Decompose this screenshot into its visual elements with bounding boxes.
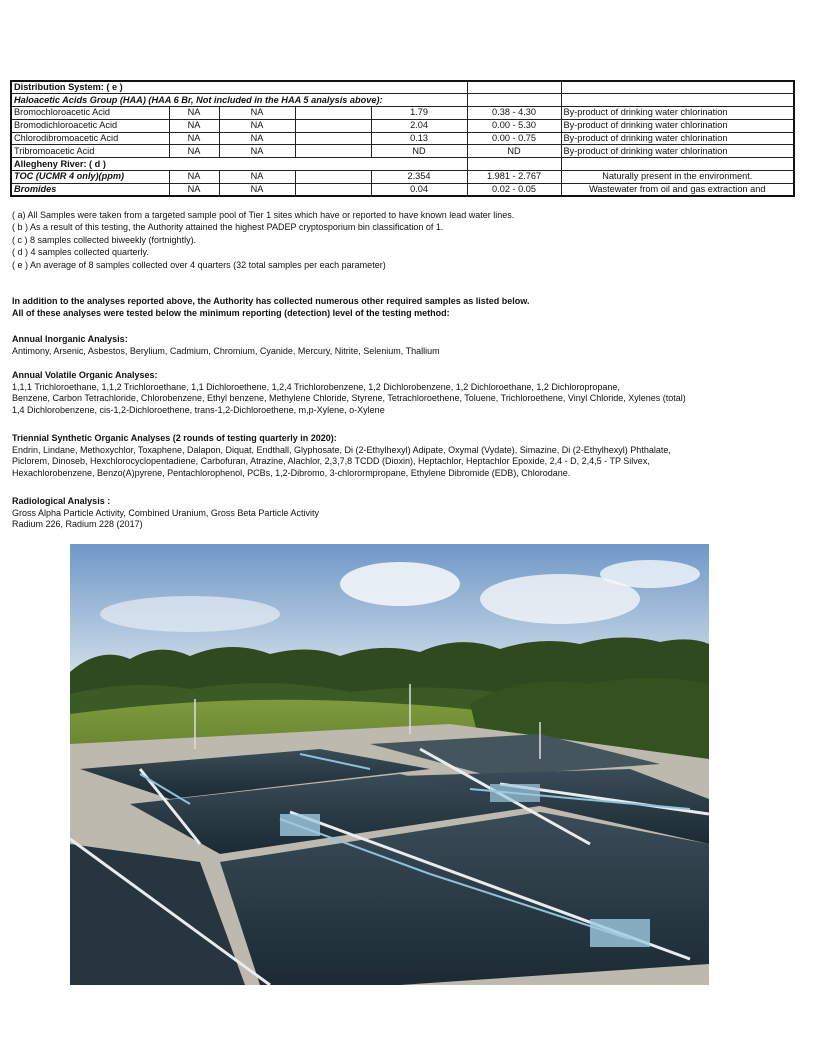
table-cell: NA [219, 183, 295, 196]
table-section-row [11, 158, 794, 171]
table-cell: NA [219, 132, 295, 145]
footnote-e: ( e ) An average of 8 samples collected over 4 quarters (32 total samples per each parameter) [12, 259, 386, 270]
intro-block [12, 296, 802, 319]
table-cell: Bromodichloroacetic Acid [11, 119, 169, 132]
footnote-a: ( a) All Samples were taken from a targeted sample pool of Tier 1 sites which have or reported to have known lead water lines. [12, 210, 515, 220]
section-line: Gross Alpha Particle Activity, Combined Uranium, Gross Beta Particle Activity [12, 507, 319, 518]
table-cell: NA [169, 132, 219, 145]
table-cell: By-product of drinking water chlorination [561, 145, 794, 158]
table-cell: By-product of drinking water chlorination [561, 119, 794, 132]
volatile-organic-section [12, 370, 802, 416]
table-row [11, 171, 794, 184]
table-cell: 0.04 [371, 183, 467, 196]
table-row [11, 183, 794, 196]
footnote-b: ( b ) As a result of this testing, the Authority attained the highest PADEP cryptosporium bin classification of 1. [12, 222, 444, 233]
table-cell [467, 81, 561, 94]
table-cell: Bromides [11, 183, 169, 196]
footnote-c: ( c ) 8 samples collected biweekly (fortnightly). [12, 234, 197, 245]
table-cell [295, 119, 371, 132]
section-line: Benzene, Carbon Tetrachloride, Chlorobenzene, Ethyl benzene, Methylene Chloride, Styrene, Tetrachloroethene, Toluene, Trichloroethene, Vinyl Chloride, Xylenes (total) [12, 393, 686, 404]
table-cell [561, 81, 794, 94]
table-cell: TOC (UCMR 4 only)(ppm) [11, 171, 169, 184]
table-cell [561, 94, 794, 107]
table-cell: NA [169, 107, 219, 120]
table-cell: 1.981 - 2.767 [467, 171, 561, 184]
table-cell: 0.02 - 0.05 [467, 183, 561, 196]
table-cell: NA [169, 183, 219, 196]
intro-line-1: In addition to the analyses reported above, the Authority has collected numerous other required samples as listed below. [12, 296, 530, 306]
table-cell [295, 132, 371, 145]
table-cell: By-product of drinking water chlorination [561, 107, 794, 120]
table-cell: Haloacetic Acids Group (HAA) (HAA 6 Br, Not included in the HAA 5 analysis above): [11, 94, 467, 107]
inorganic-section [12, 334, 802, 357]
table-cell [295, 183, 371, 196]
table-cell [295, 107, 371, 120]
table-cell [561, 158, 794, 171]
table-section-row [11, 94, 794, 107]
footnotes [12, 209, 792, 271]
table-cell: NA [169, 171, 219, 184]
table-row [11, 119, 794, 132]
table-cell: NA [169, 119, 219, 132]
table-cell: NA [169, 145, 219, 158]
table-cell: NA [219, 145, 295, 158]
intro-line-2: All of these analyses were tested below the minimum reporting (detection) level of the testing method: [12, 307, 450, 318]
table-cell: 0.00 - 5.30 [467, 119, 561, 132]
section-line: Endrin, Lindane, Methoxychlor, Toxaphene, Dalapon, Diquat, Endthall, Glyphosate, Di (2-Ethylhexyl) Adipate, Oxymal (Vydate), Simazine, Di (2-Ethylhexyl) Phthalate, [12, 444, 671, 455]
water-quality-table [10, 80, 795, 197]
table-cell [467, 158, 561, 171]
synthetic-organic-section [12, 433, 802, 479]
table-cell [467, 94, 561, 107]
treatment-plant-photo [70, 544, 709, 985]
table-cell [295, 171, 371, 184]
section-line: Hexachlorobenzene, Benzo(A)pyrene, Pentachlorophenol, PCBs, 1,2-Dibromo, 3-chlorormpropane, Ethylene Dibromide (EDB), Chlorodane. [12, 467, 571, 478]
table-cell: 2.354 [371, 171, 467, 184]
section-line: Piclorem, Dinoseb, Hexchlorocyclopentadiene, Carbofuran, Atrazine, Alachlor, 2,3,7,8 TCDD (Dioxin), Heptachlor, Heptachlor Epoxide, 2,4 - D, 2,4,5 - TP Silvex, [12, 456, 650, 467]
table-cell: Naturally present in the environment. [561, 171, 794, 184]
section-heading: Radiological Analysis : [12, 496, 111, 506]
table-cell: Distribution System: ( e ) [11, 81, 467, 94]
section-line: 1,4 Dichlorobenzene, cis-1,2-Dichloroethene, trans-1,2-Dichloroethene, m,p-Xylene, o-Xylene [12, 404, 385, 415]
table-cell: NA [219, 119, 295, 132]
table-cell: NA [219, 107, 295, 120]
table-row [11, 132, 794, 145]
table-cell: NA [219, 171, 295, 184]
table-cell: 0.13 [371, 132, 467, 145]
table-cell: Tribromoacetic Acid [11, 145, 169, 158]
footnote-d: ( d ) 4 samples collected quarterly. [12, 247, 149, 258]
table-cell: 0.38 - 4.30 [467, 107, 561, 120]
table-cell: ND [467, 145, 561, 158]
table-cell: Bromochloroacetic Acid [11, 107, 169, 120]
table-cell: Wastewater from oil and gas extraction and [561, 183, 794, 196]
section-heading: Annual Volatile Organic Analyses: [12, 370, 158, 380]
table-cell: By-product of drinking water chlorination [561, 132, 794, 145]
table-cell: 1.79 [371, 107, 467, 120]
table-row [11, 107, 794, 120]
table-cell: Chlorodibromoacetic Acid [11, 132, 169, 145]
section-line: Radium 226, Radium 228 (2017) [12, 519, 143, 530]
table-row [11, 145, 794, 158]
section-heading: Annual Inorganic Analysis: [12, 334, 128, 344]
table-cell: Allegheny River: ( d ) [11, 158, 467, 171]
table-cell: ND [371, 145, 467, 158]
table-cell: 0.00 - 0.75 [467, 132, 561, 145]
section-line: Antimony, Arsenic, Asbestos, Berylium, Cadmium, Chromium, Cyanide, Mercury, Nitrite, Selenium, Thallium [12, 345, 440, 356]
table-section-row [11, 81, 794, 94]
table-cell: 2.04 [371, 119, 467, 132]
radiological-section [12, 496, 802, 531]
section-heading: Triennial Synthetic Organic Analyses (2 rounds of testing quarterly in 2020): [12, 433, 337, 443]
section-line: 1,1,1 Trichloroethane, 1,1,2 Trichloroethane, 1,1 Dichloroethene, 1,2,4 Trichlorobenzene, 1,2 Dichlorobenzene, 1,2 Dichloroethane, 1,2 Dichloropropane, [12, 381, 620, 392]
table-cell [295, 145, 371, 158]
